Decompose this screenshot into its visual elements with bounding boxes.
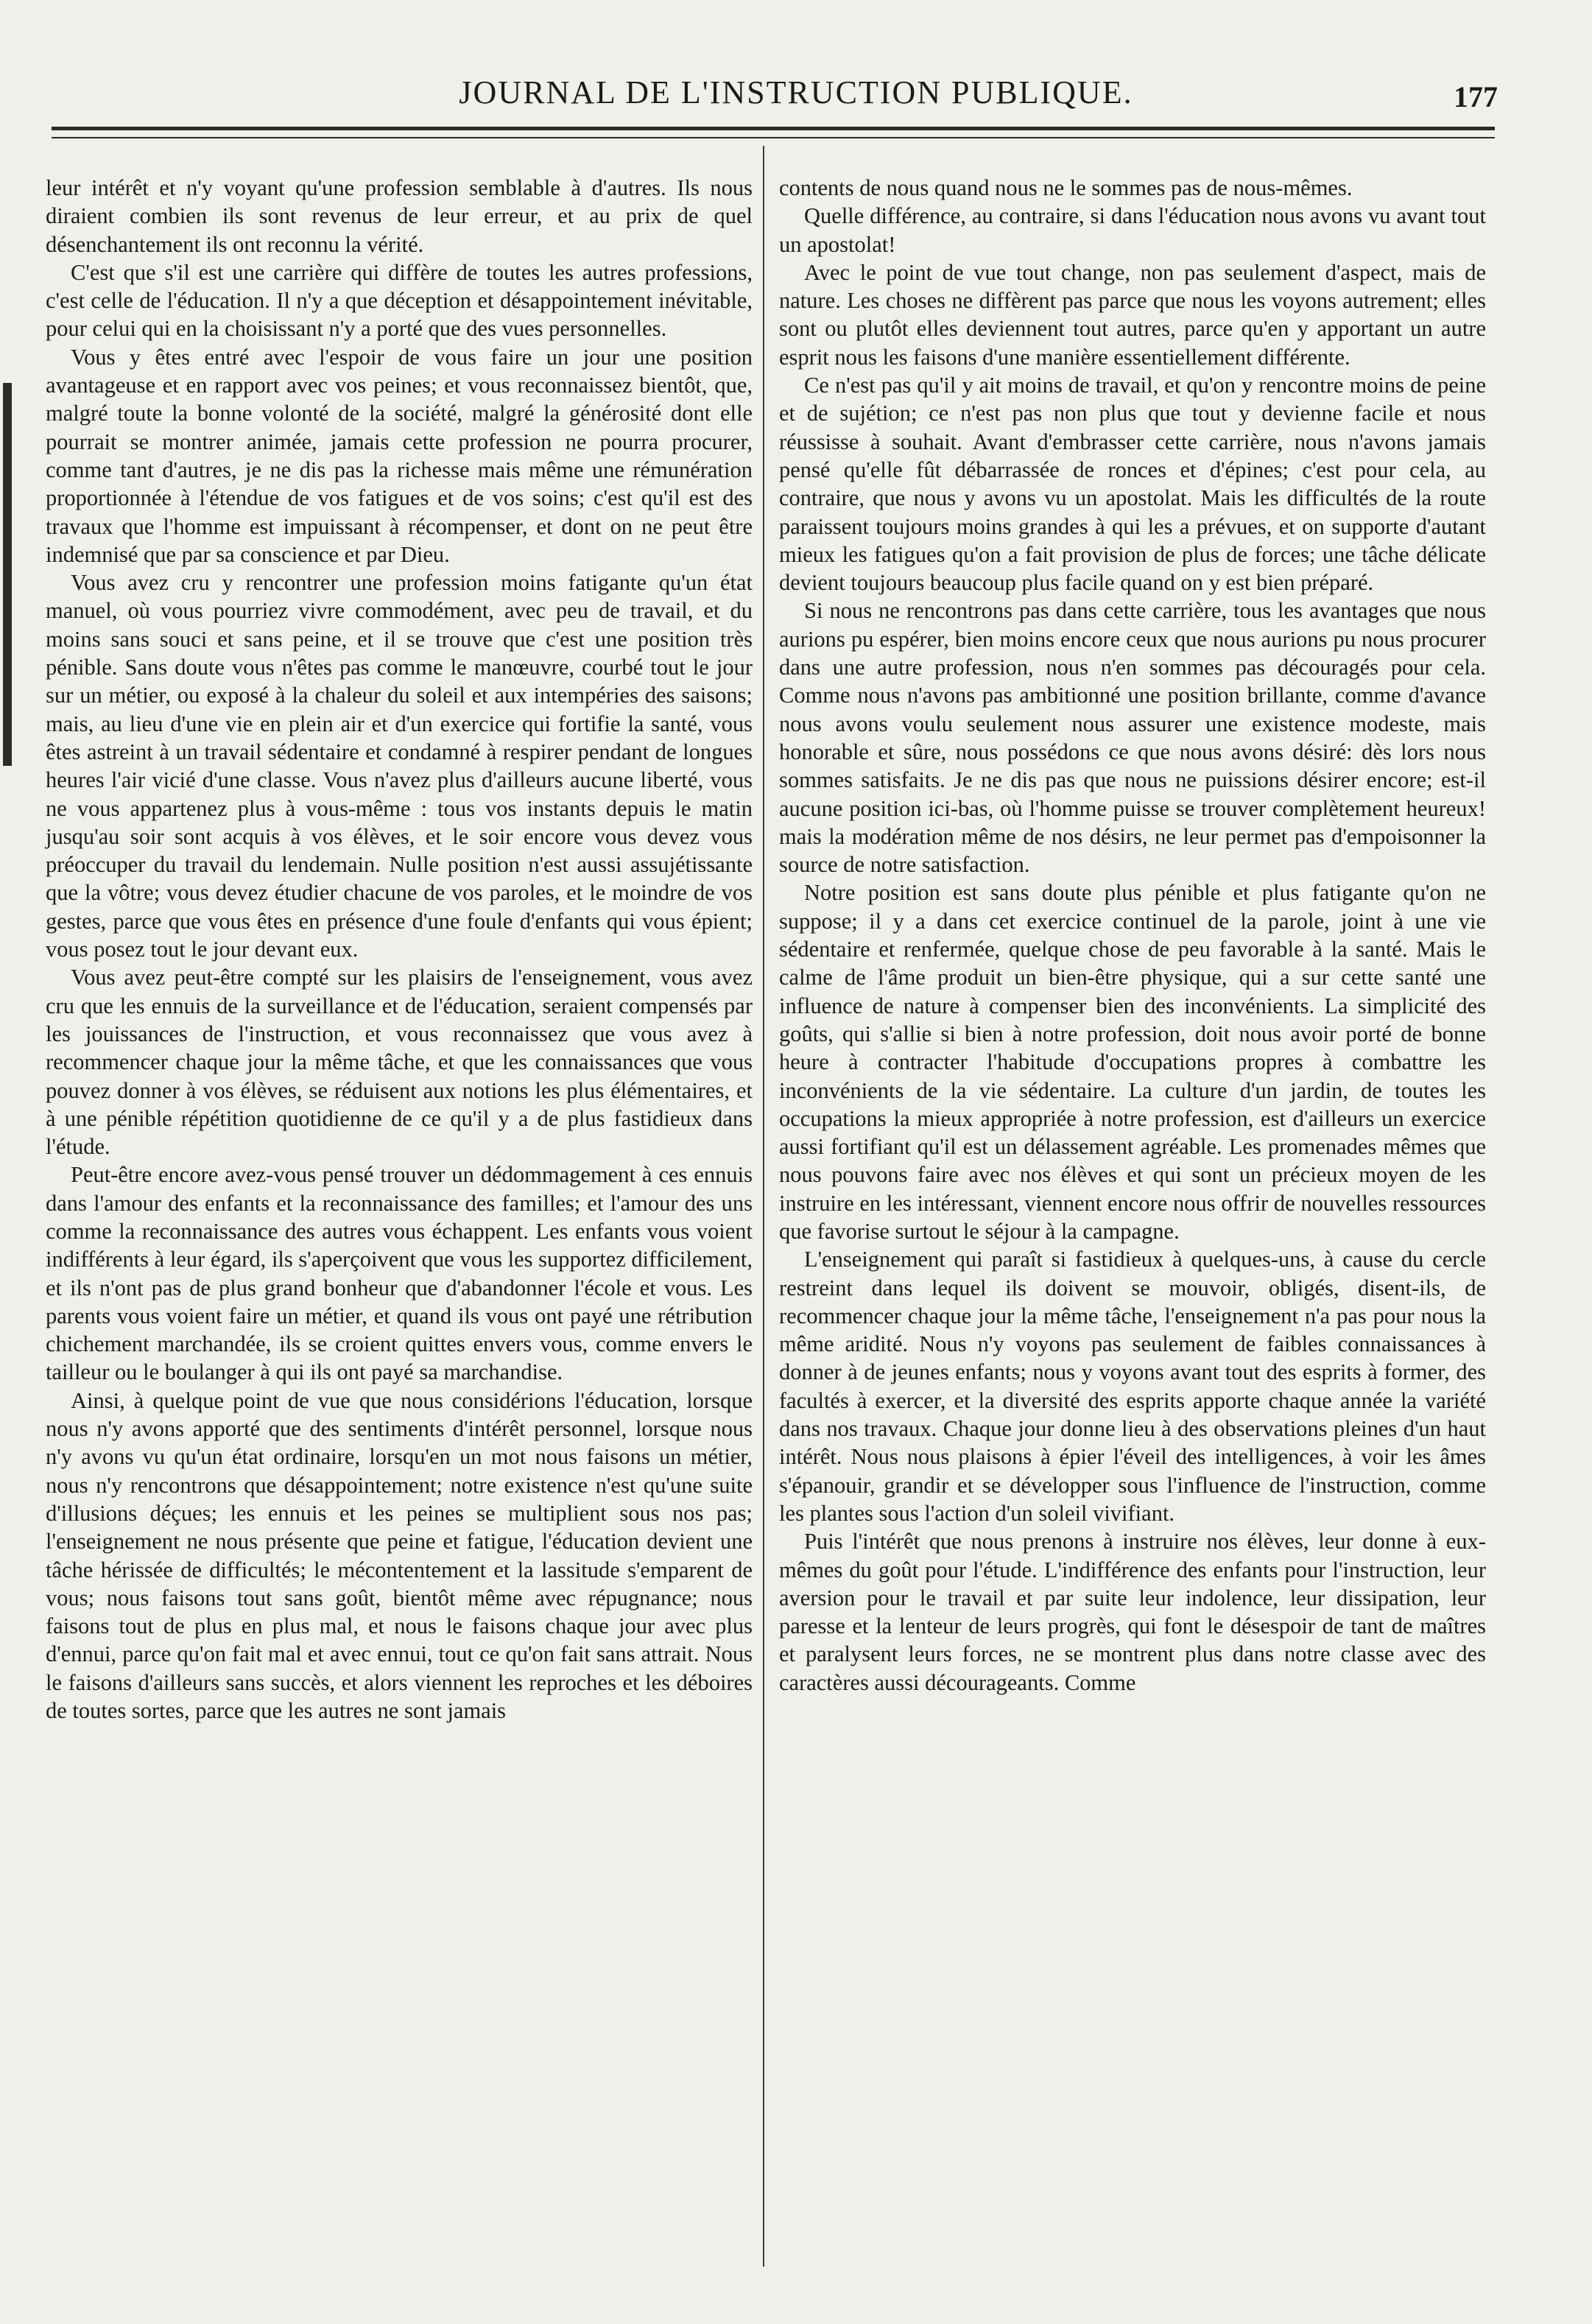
page-number: 177	[1454, 80, 1498, 113]
paragraph: Avec le point de vue tout change, non pas seulement d'aspect, mais de nature. Les choses ne diffèrent pas parce que nous les voyons autrement; elles sont ou plutôt elles deviennent tout autres, parce qu'en y apportant un autre esprit nous les faisons d'une manière essentiellement différente.	[779, 259, 1486, 370]
paragraph: L'enseignement qui paraît si fastidieux à quelques-uns, à cause du cercle restreint dans lequel ils doivent se mouvoir, obligés, disent-ils, de recommencer chaque jour la même tâche, l'enseignement n'a pas pour nous la même aridité. Nous n'y voyons pas seulement de faibles connaissances à donner à de jeunes enfants; nous y voyons avant tout des esprits à former, des facultés à exercer, et la diversité des esprits apporte chaque année la variété dans nos travaux. Chaque jour donne lieu à des observations pleines d'un haut intérêt. Nous nous plaisons à épier l'éveil des intelligences, à voir les âmes s'épanouir, grandir et se développer sous l'influence de l'instruction, comme les plantes sous l'action d'un soleil vivifiant.	[779, 1247, 1486, 1526]
journal-title: JOURNAL DE L'INSTRUCTION PUBLIQUE.	[459, 74, 1133, 110]
margin-bar	[3, 383, 12, 766]
paragraph: Vous y êtes entré avec l'espoir de vous faire un jour une position avantageuse et en rapport avec vos peines; et vous reconnaissez bientôt, que, malgré toute la bonne volonté de la société, malgré la générosité dont elle pourrait se montrer animée, jamais cette profession ne pourra procurer, comme tant d'autres, je ne dis pas la richesse mais même une rémunération proportionnée à l'étendue de vos fatigues et de vos soins; c'est qu'il est des travaux que l'homme est impuissant à récompenser, et dont on ne peut être indemnisé que par sa conscience et par Dieu.	[46, 344, 753, 567]
header-rule-thick	[52, 127, 1495, 130]
header-rule-thin	[52, 137, 1495, 138]
paragraph: C'est que s'il est une carrière qui diffère de toutes les autres professions, c'est celle de l'éducation. Il n'y a que déception et désappointement inévitable, pour celui qui en la choisissant n'y a porté que des vues personnelles.	[46, 259, 753, 342]
paragraph: Ainsi, à quelque point de vue que nous considérions l'éducation, lorsque nous n'y avons apporté que des sentiments d'intérêt personnel, lorsque nous n'y avons vu qu'un état ordinaire, lorsqu'en un mot nous faisons un métier, nous n'y rencontrons que désappointement; notre existence n'est qu'une suite d'illusions déçues; les ennuis et les peines se multiplient sous nos pas; l'enseignement ne nous présente que peine et fatigue, l'éducation devient une tâche hérissée de difficultés; le mécontentement et la lassitude s'emparent de vous; nous faisons tout sans goût, bientôt même avec répugnance; nous faisons tout de plus en plus mal, et nous le faisons chaque jour avec plus d'ennui, parce qu'on fait mal et avec ennui, tout ce qu'on fait sans attrait. Nous le faisons d'ailleurs sans succès, et alors viennent les reproches et les déboires de toutes sortes, parce que les autres ne sont jamais	[46, 1387, 753, 1724]
paragraph: Puis l'intérêt que nous prenons à instruire nos élèves, leur donne à eux-mêmes du goût pour l'étude. L'indifférence des enfants pour l'instruction, leur aversion pour le travail et par suite leur indolence, leur dissipation, leur paresse et la lenteur de leurs progrès, qui font le désespoir de tant de maîtres et paralysent leurs forces, ne se montrent plus dans notre classe avec des caractères aussi décourageants. Comme	[779, 1529, 1486, 1695]
paragraph: Si nous ne rencontrons pas dans cette carrière, tous les avantages que nous aurions pu espérer, bien moins encore ceux que nous aurions pu nous procurer dans une autre profession, nous n'en sommes pas découragés pour cela. Comme nous n'avons pas ambitionné une position brillante, comme d'avance nous avons voulu seulement nous assurer une existence modeste, mais honorable et sûre, nous possédons ce que nous avons désiré: dès lors nous sommes satisfaits. Je ne dis pas que nous ne puissions désirer encore; est-il aucune position ici-bas, où l'homme puisse se trouver complètement heureux! mais la modération même de nos désirs, ne leur permet pas d'empoisonner la source de notre satisfaction.	[779, 598, 1486, 878]
paragraph: contents de nous quand nous ne le sommes pas de nous-mêmes.	[779, 175, 1353, 200]
paragraph: Ce n'est pas qu'il y ait moins de travail, et qu'on y rencontre moins de peine et de sujétion; ce n'est pas non plus que tout y devienne facile et nous réussisse à souhait. Avant d'embrasser cette carrière, nous n'avons jamais pensé qu'elle fût débarrassée de ronces et d'épines; c'est pour cela, au contraire, que nous y avons vu un apostolat. Mais les difficultés de la route paraissent toujours moins grandes à qui les a prévues, et on supporte d'autant mieux les fatigues qu'on a fait provision de plus de forces; une tâche délicate devient toujours beaucoup plus facile quand on y est bien préparé.	[779, 373, 1486, 596]
paragraph: Vous avez peut-être compté sur les plaisirs de l'enseignement, vous avez cru que les ennuis de la surveillance et de l'éducation, seraient compensés par les jouissances de l'instruction, et vous reconnaissez que vous avez à recommencer chaque jour la même tâche, et que les connaissances que vous pouvez donner à vos élèves, se réduisent aux notions les plus élémentaires, et à une pénible répétition quotidienne de ce qu'il y a de plus fastidieux dans l'étude.	[46, 965, 753, 1160]
paragraph: Notre position est sans doute plus pénible et plus fatigante qu'on ne suppose; il y a dans cet exercice continuel de la parole, joint à une vie sédentaire et renfermée, quelque chose de peu favorable à la santé. Mais le calme de l'âme produit un bien-être physique, qui a sur cette santé une influence de nature à compenser bien des inconvénients. La simplicité des goûts, qui s'allie si bien à notre profession, doit nous avoir porté de bonne heure à contracter l'habitude d'occupations propres à combattre les inconvénients de la vie sédentaire. La culture d'un jardin, de toutes les occupations la mieux appropriée à notre profession, est d'ailleurs un exercice aussi fortifiant qu'il est un délassement agréable. Les promenades mêmes que nous pouvons faire avec nos élèves et qui sont un précieux moyen de les instruire en les intéressant, viennent encore nous offrir de nouvelles ressources que favorise surtout le séjour à la campagne.	[779, 880, 1486, 1244]
paragraph: leur intérêt et n'y voyant qu'une profession semblable à d'autres. Ils nous diraient combien ils sont revenus de leur erreur, et au prix de quel désenchantement ils ont reconnu la vérité.	[46, 175, 753, 257]
column-divider	[763, 146, 764, 2267]
right-column	[779, 174, 1486, 1697]
paragraph: Quelle différence, au contraire, si dans l'éducation nous avons vu avant tout un apostolat!	[779, 203, 1486, 257]
left-column	[46, 174, 753, 1725]
paragraph: Peut-être encore avez-vous pensé trouver un dédommagement à ces ennuis dans l'amour des enfants et la reconnaissance des familles; et l'amour des uns comme la reconnaissance des autres vous échappent. Les enfants vous voient indifférents à leur égard, ils s'aperçoivent que vous les supportez difficilement, et ils n'ont pas de plus grand bonheur que d'abandonner l'école et vous. Les parents vous voient faire un métier, et quand ils vous ont payé une rétribution chichement marchandée, ils se croient quittes envers vous, comme envers le tailleur ou le boulanger à qui ils ont payé sa marchandise.	[46, 1162, 753, 1385]
paragraph: Vous avez cru y rencontrer une profession moins fatigante qu'un état manuel, où vous pourriez vivre commodément, avec peu de travail, et du moins sans souci et sans peine, et il se trouve que c'est une position très pénible. Sans doute vous n'êtes pas comme le manœuvre, courbé tout le jour sur un métier, ou exposé à la chaleur du soleil et aux intempéries des saisons; mais, au lieu d'une vie en plein air et d'un exercice qui fortifie la santé, vous êtes astreint à un travail sédentaire et condamné à respirer pendant de longues heures l'air vicié d'une classe. Vous n'avez plus d'ailleurs aucune liberté, vous ne vous appartenez plus à vous-même : tous vos instants depuis le matin jusqu'au soir sont acquis à vos élèves, et le soir encore vous devez vous préoccuper du travail du lendemain. Nulle position n'est aussi assujétissante que la vôtre; vous devez étudier chacune de vos paroles, et le moindre de vos gestes, parce que vous êtes en présence d'une foule d'enfants qui vous épient; vous posez tout le jour devant eux.	[46, 570, 753, 962]
